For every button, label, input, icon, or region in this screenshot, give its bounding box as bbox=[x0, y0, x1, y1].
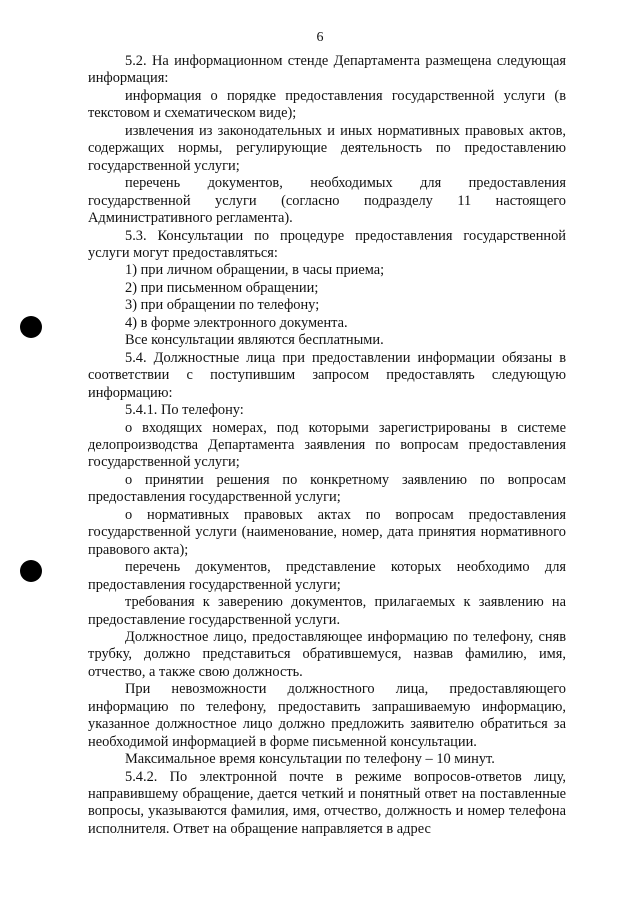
paragraph: о принятии решения по конкретному заявлению по вопросам предоставления государственной услуги; bbox=[88, 471, 566, 506]
list-item: 3) при обращении по телефону; bbox=[125, 297, 320, 314]
paragraph: Максимальное время консультации по телефону – 10 минут. bbox=[125, 751, 495, 768]
paragraph: перечень документов, представление которых необходимо для предоставления государственной услуги; bbox=[88, 559, 566, 593]
paragraph: При невозможности должностного лица, предоставляющего информацию по телефону, предоставить запрашиваемую информацию, указанное должностное лицо должно предложить заявителю обратиться за необходимой информацией в форме письменной консультации. bbox=[88, 681, 566, 750]
paragraph: Все консультации являются бесплатными. bbox=[125, 332, 384, 349]
paragraph: 5.2. На информационном стенде Департамента размещена следующая информация: bbox=[88, 53, 566, 87]
paragraph: о нормативных правовых актах по вопросам предоставления государственной услуги (наименование, номер, дата принятия нормативного правового акта); bbox=[88, 506, 566, 558]
paragraph: перечень документов, необходимых для предоставления государственной услуги (согласно подразделу 11 настоящего Административного регламента). bbox=[88, 175, 566, 227]
document-body bbox=[88, 53, 566, 838]
paragraph: Должностное лицо, предоставляющее информацию по телефону, сняв трубку, должно представиться обратившемуся, назвав фамилию, имя, отчество, а также свою должность. bbox=[88, 628, 566, 680]
list-item: 2) при письменном обращении; bbox=[125, 279, 319, 296]
paragraph: извлечения из законодательных и иных нормативных правовых актов, содержащих нормы, регулирующие деятельность по предоставлению государственной услуги; bbox=[88, 122, 566, 174]
punch-hole-mark bbox=[20, 560, 42, 582]
list-item: 4) в форме электронного документа. bbox=[125, 314, 348, 331]
list-item: 1) при личном обращении, в часы приема; bbox=[125, 262, 385, 279]
paragraph: требования к заверению документов, прилагаемых к заявлению на предоставление государственной услуги. bbox=[88, 594, 566, 628]
paragraph: 5.4. Должностные лица при предоставлении информации обязаны в соответствии с поступившим запросом предоставлять следующую информацию: bbox=[88, 349, 566, 401]
paragraph: 5.4.2. По электронной почте в режиме вопросов-ответов лицу, направившему обращение, дается четкий и понятный ответ на поставленные вопросы, указываются фамилия, имя, отчество, должность и номер телефона исполнителя. Ответ на обращение направляется в адрес bbox=[88, 768, 566, 837]
paragraph: 5.4.1. По телефону: bbox=[125, 402, 244, 419]
paragraph: информация о порядке предоставления государственной услуги (в текстовом и схематическом виде); bbox=[88, 87, 566, 122]
punch-hole-mark bbox=[20, 316, 42, 338]
page-number: 6 bbox=[316, 30, 324, 45]
paragraph: 5.3. Консультации по процедуре предоставления государственной услуги могут предоставляться: bbox=[88, 227, 566, 261]
paragraph: о входящих номерах, под которыми зарегистрированы в системе делопроизводства Департамента заявления по вопросам предоставления государственной услуги; bbox=[88, 419, 566, 471]
